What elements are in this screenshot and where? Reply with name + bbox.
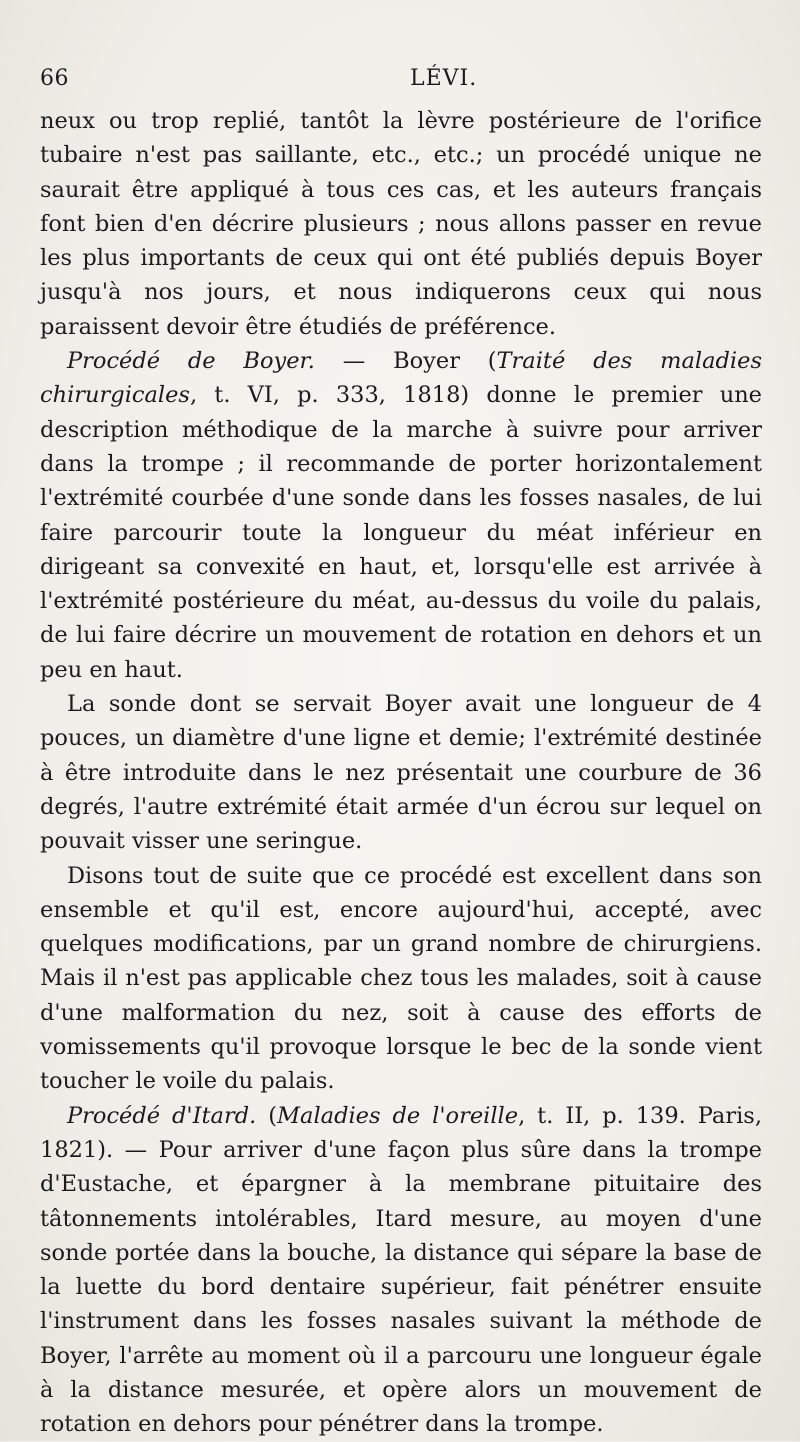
section-title-boyer: Procédé de Boyer. — [67, 348, 315, 375]
paragraph-text: La sonde dont se servait Boyer avait une longueur de 4 pouces, un diamètre d'une ligne et demie; l'extrémité destinée à être introduite dans le nez présentait une courbure de 36 degrés, l'autre extrémité était armée d'un écrou sur lequel on pouvait visser une seringue. — [40, 691, 762, 855]
paragraph-itard-procedure — [40, 1099, 762, 1442]
page-number: 66 — [40, 66, 69, 91]
paragraph-boyer-probe — [40, 687, 762, 858]
paragraph-text: neux ou trop replié, tantôt la lèvre postérieure de l'orifice tubaire n'est pas saillante, etc., etc.; un procédé unique ne saurait être appliqué à tous ces cas, et les auteurs français font bien d'en décrire plusieurs ; nous allons passer en revue les plus importants de ceux qui ont été publiés depuis Boyer jusqu'à nos jours, et nous indiquerons ceux qui nous paraissent devoir être étudiés de préférence. — [40, 108, 762, 340]
running-head: LÉVI. — [410, 66, 478, 91]
section-title-itard: Procédé d'Itard. — [67, 1102, 257, 1129]
book-title-itard: Maladies de l'oreille — [277, 1102, 519, 1129]
paragraph-text: , t. II, p. 139. Paris, 1821). — Pour arriver d'une façon plus sûre dans la trompe d'Eustache, et épargner à la membrane pituitaire des tâtonnements intolérables, Itard mesure, au moyen d'une sonde portée dans la bouche, la distance qui sépare la base de la luette du bord dentaire supérieur, fait pénétrer ensuite l'instrument dans les fosses nasales suivant la méthode de Boyer, l'arrête au moment où il a parcouru une longueur égale à la distance mesurée, et opère alors un mouvement de rotation en dehors pour pénétrer dans la trompe. — [40, 1102, 762, 1438]
paragraph-text: , t. VI, p. 333, 1818) donne le premier une description méthodique de la marche à suivre pour arriver dans la trompe ; il recommande de porter horizontalement l'extrémité courbée d'une sonde dans les fosses nasales, de lui faire parcourir toute la longueur du méat inférieur en dirigeant sa convexité en haut, et, lorsqu'elle est arrivée à l'extrémité postérieure du méat, au-dessus du voile du palais, de lui faire décrire un mouvement de rotation en dehors et un peu en haut. — [40, 382, 762, 683]
paragraph-dash: — Boyer ( — [314, 348, 497, 375]
body-text — [40, 104, 762, 1442]
page-header — [40, 66, 760, 106]
book-title-boyer: Traité des maladies chirurgicales — [40, 348, 762, 409]
paragraph-boyer-assessment — [40, 859, 762, 1099]
paragraph-open: ( — [256, 1102, 278, 1129]
paragraph-text: Disons tout de suite que ce procédé est excellent dans son ensemble et qu'il est, encore aujourd'hui, accepté, avec quelques modifications, par un grand nombre de chirurgiens. Mais il n'est pas applicable chez tous les malades, soit à cause d'une malformation du nez, soit à cause des efforts de vomissements qu'il provoque lorsque le bec de la sonde vient toucher le voile du palais. — [40, 862, 762, 1095]
paragraph-boyer-procedure — [40, 344, 762, 687]
paragraph-continuation — [40, 104, 762, 344]
